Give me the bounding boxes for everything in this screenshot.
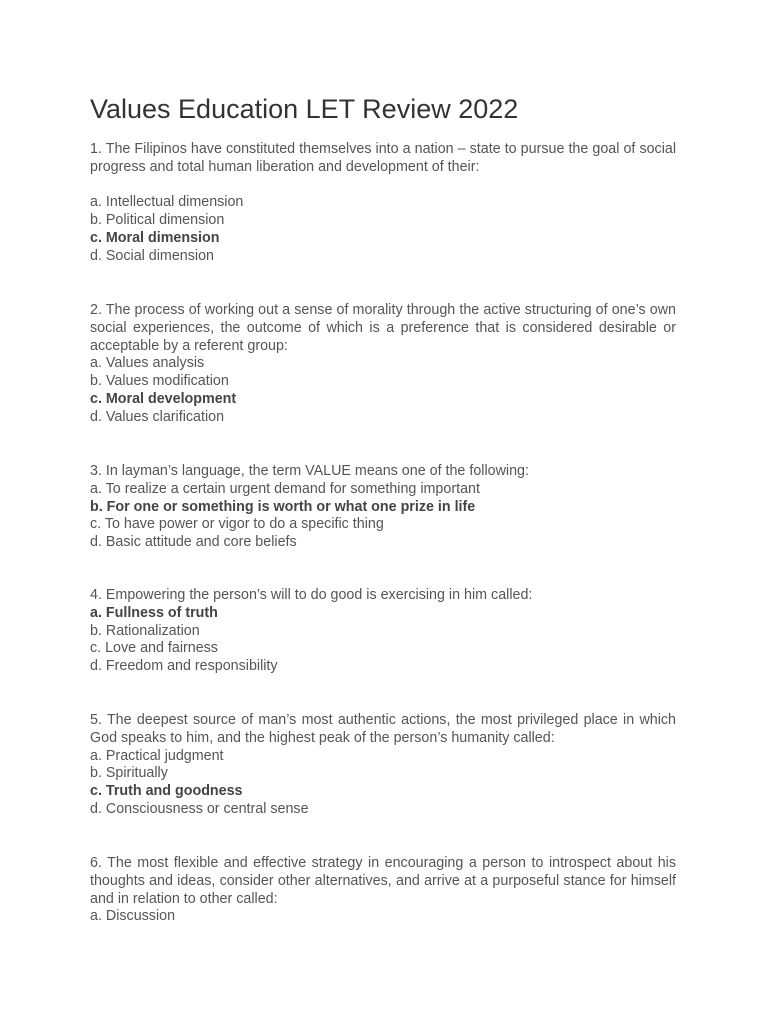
option-a: a. Values analysis [90, 355, 205, 372]
question-stem: 4. Empowering the person’s will to do good is exercising in him called: [90, 587, 533, 603]
option-b: b. Spiritually [90, 765, 168, 782]
option-c-answer: c. Moral development [90, 390, 237, 407]
option-b: b. Rationalization [90, 622, 200, 639]
option-c-answer: c. Truth and goodness [90, 783, 243, 800]
options-list [90, 481, 676, 552]
option-d: d. Freedom and responsibility [90, 658, 278, 675]
question-4 [90, 587, 676, 676]
option-d: d. Social dimension [90, 247, 214, 264]
question-5 [90, 712, 676, 819]
option-a: a. Intellectual dimension [90, 194, 244, 211]
options-list [90, 748, 676, 819]
question-stem: 3. In layman’s language, the term VALUE means one of the following: [90, 463, 529, 479]
question-3 [90, 463, 676, 552]
option-c-answer: c. Moral dimension [90, 229, 220, 246]
option-d: d. Values clarification [90, 408, 225, 425]
options-list [90, 908, 676, 926]
document-title: Values Education LET Review 2022 [90, 94, 519, 124]
question-1 [90, 141, 676, 266]
option-a: a. Discussion [90, 908, 176, 925]
option-d: d. Basic attitude and core beliefs [90, 534, 297, 551]
options-list [90, 194, 676, 265]
question-6 [90, 855, 676, 926]
option-c: c. Love and fairness [90, 640, 218, 657]
option-d: d. Consciousness or central sense [90, 800, 309, 817]
option-b: b. Values modification [90, 373, 229, 390]
option-a: a. To realize a certain urgent demand for something important [90, 480, 480, 497]
question-2 [90, 302, 676, 427]
options-list [90, 355, 676, 426]
option-c: c. To have power or vigor to do a specific thing [90, 516, 384, 533]
options-list [90, 605, 676, 676]
question-stem: 6. The most flexible and effective strategy in encouraging a person to introspect about his thoughts and ideas, consider other alternatives, and arrive at a purposeful stance for himself and in relation to other called: [90, 855, 676, 907]
question-stem: 1. The Filipinos have constituted themselves into a nation – state to pursue the goal of social progress and total human liberation and development of their: [90, 141, 676, 175]
option-a: a. Practical judgment [90, 747, 224, 764]
option-a-answer: a. Fullness of truth [90, 604, 218, 621]
option-b-answer: b. For one or something is worth or what one prize in life [90, 498, 476, 515]
option-b: b. Political dimension [90, 212, 225, 229]
question-stem: 5. The deepest source of man’s most authentic actions, the most privileged place in which God speaks to him, and the highest peak of the person’s humanity called: [90, 712, 676, 746]
question-stem: 2. The process of working out a sense of morality through the active structuring of one’s own social experiences, the outcome of which is a preference that is considered desirable or acceptable by a referent group: [90, 302, 676, 354]
